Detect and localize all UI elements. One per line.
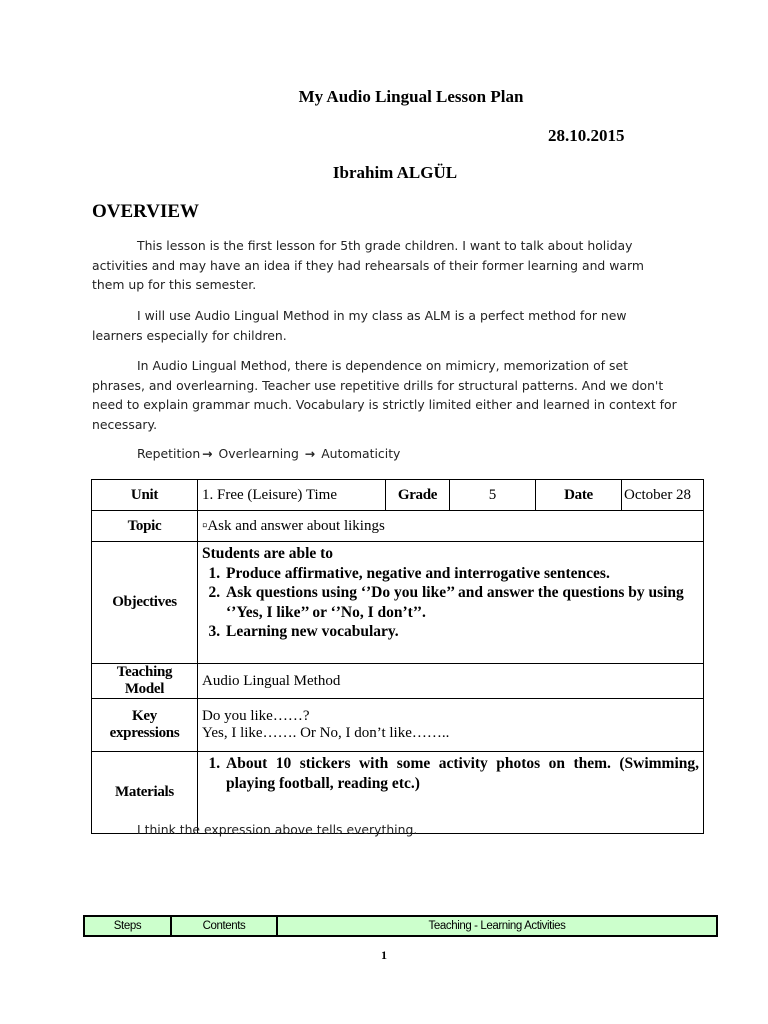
list-item: 1. About 10 stickers with some activity photos on them. (Swimming, playing football, reading etc.)	[224, 754, 699, 793]
closing-remark: I think the expression above tells everything.	[137, 822, 418, 837]
method-flow	[137, 446, 400, 461]
key-expressions-label: Key expressions	[92, 699, 198, 752]
objectives-intro: Students are able to	[202, 545, 334, 562]
overview-heading: OVERVIEW	[92, 201, 200, 222]
document-date: 28.10.2015	[548, 126, 625, 145]
key-expressions-cell	[198, 699, 704, 752]
teaching-model-label: Teaching Model	[92, 664, 198, 699]
contents-header: Contents	[171, 916, 277, 936]
topic-label: Topic	[92, 511, 198, 542]
steps-table	[83, 915, 718, 937]
page-number: 1	[381, 948, 387, 962]
flow-step-repetition: Repetition	[137, 446, 201, 461]
overview-paragraph-1: This lesson is the first lesson for 5th grade children. I want to talk about holiday activities and may have an idea if they had rehearsals of their former learning and warm them up for this semester.	[92, 238, 644, 292]
date-value: October 28	[622, 480, 704, 511]
list-item: 1. Produce affirmative, negative and interrogative sentences.	[224, 564, 699, 584]
table-row	[84, 916, 717, 936]
lesson-plan-table	[91, 479, 704, 834]
arrow-right-icon: →	[202, 446, 213, 461]
materials-label: Materials	[92, 752, 198, 834]
flow-step-overlearning: Overlearning	[218, 446, 299, 461]
topic-value: ▫Ask and answer about likings	[198, 511, 704, 542]
objectives-cell	[198, 542, 704, 664]
list-item: 3. Learning new vocabulary.	[224, 622, 699, 642]
objectives-label: Objectives	[92, 542, 198, 664]
grade-value: 5	[450, 480, 536, 511]
table-row	[92, 480, 704, 511]
author-name: Ibrahim ALGÜL	[332, 163, 458, 182]
objectives-list	[202, 564, 699, 642]
table-row	[92, 542, 704, 664]
overview-paragraph-3: In Audio Lingual Method, there is dependence on mimicry, memorization of set phrases, and overlearning. Teacher use repetitive drills for structural patterns. And we don't need to explain grammar much. Vocabulary is strictly limited either and learned in context for necessary.	[92, 358, 677, 432]
document-title: My Audio Lingual Lesson Plan	[298, 87, 524, 106]
key-expression-2: Yes, I like……. Or No, I don’t like……..	[202, 725, 450, 741]
materials-list	[202, 754, 699, 793]
grade-label: Grade	[386, 480, 450, 511]
activities-header: Teaching - Learning Activities	[277, 916, 717, 936]
unit-label: Unit	[92, 480, 198, 511]
list-item: 2. Ask questions using ‘’Do you like’’ and answer the questions by using ‘’Yes, I like’’ or ‘’No, I don’t’’.	[224, 583, 699, 622]
key-expression-1: Do you like……?	[202, 708, 310, 724]
steps-header: Steps	[84, 916, 171, 936]
arrow-right-icon: →	[304, 446, 316, 461]
teaching-model-value: Audio Lingual Method	[198, 664, 704, 699]
table-row	[92, 699, 704, 752]
table-row	[92, 511, 704, 542]
unit-value: 1. Free (Leisure) Time	[198, 480, 386, 511]
flow-step-automaticity: Automaticity	[321, 446, 401, 461]
overview-paragraph-2: I will use Audio Lingual Method in my class as ALM is a perfect method for new learners especially for children.	[92, 308, 627, 343]
table-row	[92, 664, 704, 699]
date-label: Date	[536, 480, 622, 511]
